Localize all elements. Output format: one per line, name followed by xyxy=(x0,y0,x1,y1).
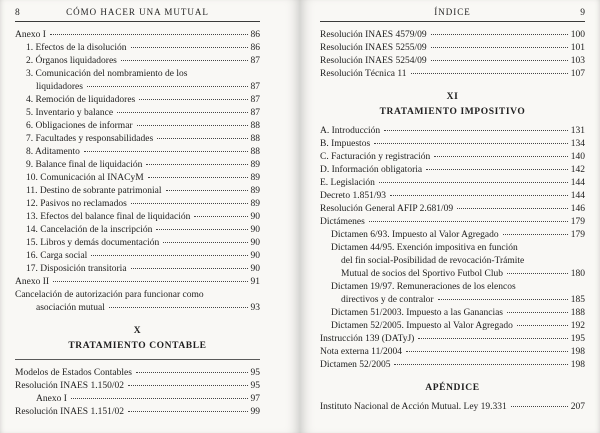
toc-entry-page: 87 xyxy=(250,95,260,105)
toc-entry xyxy=(15,263,260,276)
dot-leader xyxy=(431,60,568,61)
toc-entry-page: 86 xyxy=(250,30,260,40)
toc-entry-page: 87 xyxy=(250,108,260,118)
dot-leader xyxy=(87,86,248,87)
toc-entry-title: Dictamen 52/2005 xyxy=(320,360,391,370)
dot-leader xyxy=(131,268,248,269)
toc-entry xyxy=(15,224,260,237)
toc-entry xyxy=(320,203,585,216)
toc-entry xyxy=(15,133,260,146)
toc-entry xyxy=(320,55,585,68)
toc-entry-title: Resolución INAES 5255/09 xyxy=(320,43,427,53)
right-toc-list xyxy=(320,29,585,414)
toc-entry-page: 88 xyxy=(250,147,260,157)
toc-entry xyxy=(320,229,585,242)
toc-entry-page: 140 xyxy=(570,152,585,162)
toc-entry xyxy=(15,68,260,81)
toc-entry xyxy=(15,55,260,68)
toc-entry-title: Resolución INAES 1.150/02 xyxy=(15,381,124,391)
toc-entry-page: 207 xyxy=(570,402,585,412)
right-page-header xyxy=(320,7,585,22)
dot-leader xyxy=(148,177,248,178)
toc-entry-page: 142 xyxy=(570,165,585,175)
toc-entry xyxy=(15,120,260,133)
toc-entry-title: Decreto 1.851/93 xyxy=(320,191,386,201)
left-page-number: 8 xyxy=(15,8,20,18)
toc-entry-page: 179 xyxy=(570,217,585,227)
toc-entry xyxy=(320,164,585,177)
toc-entry-page: 99 xyxy=(250,407,260,417)
dot-leader xyxy=(53,281,247,282)
toc-entry-title: 16. Carga social xyxy=(26,251,88,261)
toc-entry xyxy=(15,29,260,42)
dot-leader xyxy=(406,351,568,352)
toc-entry-title: B. Impuestos xyxy=(320,139,371,149)
toc-entry xyxy=(15,81,260,94)
toc-entry xyxy=(320,42,585,55)
right-page-number: 9 xyxy=(580,8,585,18)
toc-entry xyxy=(320,151,585,164)
toc-entry xyxy=(15,302,260,315)
toc-entry-title: Resolución INAES 4579/09 xyxy=(320,30,427,40)
toc-entry xyxy=(320,216,585,229)
dot-leader xyxy=(131,203,248,204)
section-number: XI xyxy=(446,92,459,102)
toc-entry-title: liquidadores xyxy=(36,82,83,92)
toc-entry-page: 88 xyxy=(250,121,260,131)
toc-entry xyxy=(320,307,585,320)
toc-entry-title: 12. Pasivos no reclamados xyxy=(26,199,127,209)
toc-entry-title: Resolución INAES 1.151/02 xyxy=(15,407,124,417)
toc-entry-page: 198 xyxy=(570,360,585,370)
toc-entry-title: Resolución Técnica 11 xyxy=(320,69,407,79)
toc-entry xyxy=(320,177,585,190)
dot-leader xyxy=(390,195,568,196)
toc-entry-title: Dictámenes xyxy=(320,217,365,227)
toc-entry-page: 107 xyxy=(570,69,585,79)
toc-entry-page: 90 xyxy=(250,251,260,261)
dot-leader xyxy=(121,60,248,61)
section-heading xyxy=(320,383,585,393)
toc-entry-title: 9. Balance final de liquidación xyxy=(26,160,143,170)
toc-entry xyxy=(15,289,260,302)
toc-entry xyxy=(15,198,260,211)
toc-entry-title: Dictamen 19/97. Remuneraciones de los elencos xyxy=(331,282,516,292)
toc-entry xyxy=(320,68,585,81)
toc-entry-title: 13. Efectos del balance final de liquidación xyxy=(26,212,191,222)
toc-entry-page: 90 xyxy=(250,225,260,235)
toc-entry-title: Modelos de Estados Contables xyxy=(15,368,132,378)
toc-entry-title: A. Introducción xyxy=(320,126,381,136)
dot-leader xyxy=(431,47,568,48)
toc-entry xyxy=(320,268,585,281)
toc-entry-page: 89 xyxy=(250,160,260,170)
toc-entry-page: 97 xyxy=(250,394,260,404)
toc-entry-title: Mutual de socios del Sportivo Futbol Club xyxy=(341,269,504,279)
toc-entry-title: 10. Comunicación al INACyM xyxy=(26,173,144,183)
toc-entry-title: directivos y de contralor xyxy=(341,295,434,305)
toc-entry-title: E. Legislación xyxy=(320,178,375,188)
toc-entry xyxy=(15,159,260,172)
right-running-title: ÍNDICE xyxy=(434,7,471,17)
toc-entry xyxy=(15,172,260,185)
toc-entry-page: 185 xyxy=(570,295,585,305)
toc-entry-page: 131 xyxy=(570,126,585,136)
section-heading xyxy=(320,92,585,117)
dot-leader xyxy=(517,325,568,326)
toc-entry-page: 88 xyxy=(250,134,260,144)
dot-leader xyxy=(434,156,567,157)
toc-entry-page: 188 xyxy=(570,308,585,318)
toc-entry xyxy=(15,367,260,380)
toc-entry xyxy=(320,255,585,268)
toc-entry xyxy=(320,333,585,346)
toc-entry-page: 90 xyxy=(250,212,260,222)
dot-leader xyxy=(109,307,248,308)
toc-entry xyxy=(15,276,260,289)
section-number: X xyxy=(133,326,142,336)
toc-entry-page: 89 xyxy=(250,173,260,183)
toc-entry xyxy=(320,190,585,203)
dot-leader xyxy=(438,299,568,300)
dot-leader xyxy=(146,164,247,165)
toc-entry xyxy=(320,359,585,372)
toc-entry-title: 2. Órganos liquidadores xyxy=(26,56,117,66)
toc-entry xyxy=(320,281,585,294)
toc-entry-page: 146 xyxy=(570,204,585,214)
toc-entry-page: 90 xyxy=(250,264,260,274)
dot-leader xyxy=(507,273,568,274)
section-divider-rule xyxy=(15,359,260,360)
dot-leader xyxy=(136,372,248,373)
left-page-header xyxy=(15,7,260,22)
toc-entry-title: Anexo I xyxy=(15,30,46,40)
toc-entry-page: 90 xyxy=(250,238,260,248)
toc-entry xyxy=(320,401,585,414)
toc-entry-page: 180 xyxy=(570,269,585,279)
toc-entry-page: 144 xyxy=(570,178,585,188)
toc-entry xyxy=(15,393,260,406)
toc-entry-title: 7. Facultades y responsabilidades xyxy=(26,134,154,144)
dot-leader xyxy=(394,364,567,365)
toc-entry-title: Dictamen 6/93. Impuesto al Valor Agregado xyxy=(331,230,499,240)
dot-leader xyxy=(379,182,568,183)
toc-entry-title: 17. Disposición transitoria xyxy=(26,264,127,274)
toc-entry-page: 179 xyxy=(570,230,585,240)
dot-leader xyxy=(411,73,568,74)
toc-entry xyxy=(320,138,585,151)
toc-entry-title: Cancelación de autorización para funcionar como xyxy=(15,290,204,300)
dot-leader xyxy=(503,234,568,235)
toc-entry xyxy=(320,294,585,307)
dot-leader xyxy=(71,398,248,399)
toc-entry-title: 15. Libros y demás documentación xyxy=(26,238,160,248)
toc-entry-title: Instrucción 139 (DATyJ) xyxy=(320,334,415,344)
dot-leader xyxy=(128,411,248,412)
dot-leader xyxy=(131,47,248,48)
section-title: TRATAMIENTO IMPOSITIVO xyxy=(379,107,526,117)
toc-entry-title: 14. Cancelación de la inscripción xyxy=(26,225,153,235)
dot-leader xyxy=(137,125,248,126)
toc-entry xyxy=(15,380,260,393)
toc-entry-title: Dictamen 52/2005. Impuesto al Valor Agregado xyxy=(331,321,513,331)
dot-leader xyxy=(511,406,568,407)
dot-leader xyxy=(384,130,568,131)
dot-leader xyxy=(166,190,248,191)
toc-entry xyxy=(15,107,260,120)
toc-entry-page: 95 xyxy=(250,381,260,391)
toc-entry xyxy=(15,42,260,55)
toc-entry-title: Dictamen 51/2003. Impuesto a las Ganancias xyxy=(331,308,504,318)
dot-leader xyxy=(431,34,568,35)
toc-entry-page: 144 xyxy=(570,191,585,201)
toc-entry-page: 195 xyxy=(570,334,585,344)
dot-leader xyxy=(117,112,247,113)
toc-entry-title: 5. Inventario y balance xyxy=(26,108,114,118)
toc-entry xyxy=(15,94,260,107)
toc-entry-page: 87 xyxy=(250,56,260,66)
dot-leader xyxy=(426,169,568,170)
toc-entry-title: 11. Destino de sobrante patrimonial xyxy=(26,186,162,196)
dot-leader xyxy=(507,312,568,313)
right-page xyxy=(300,0,600,433)
toc-entry-page: 86 xyxy=(250,43,260,53)
toc-entry-title: asociación mutual xyxy=(36,303,105,313)
dot-leader xyxy=(418,338,567,339)
toc-entry-page: 93 xyxy=(250,303,260,313)
toc-entry-title: Instituto Nacional de Acción Mutual. Ley 19.331 xyxy=(320,402,507,412)
toc-entry-page: 89 xyxy=(250,186,260,196)
toc-entry-title: 6. Obligaciones de informar xyxy=(26,121,133,131)
dot-leader xyxy=(157,138,247,139)
toc-entry-page: 91 xyxy=(250,277,260,287)
toc-entry xyxy=(320,29,585,42)
dot-leader xyxy=(369,221,568,222)
toc-entry xyxy=(320,125,585,138)
toc-entry-title: 1. Efectos de la disolución xyxy=(26,43,127,53)
toc-entry-page: 101 xyxy=(570,43,585,53)
toc-entry-title: Anexo II xyxy=(15,277,50,287)
toc-entry xyxy=(15,237,260,250)
toc-entry-title: del fin social-Posibilidad de revocación-Trámite xyxy=(341,256,525,266)
toc-entry xyxy=(320,320,585,333)
dot-leader xyxy=(91,255,247,256)
dot-leader xyxy=(50,34,248,35)
toc-entry-title: 3. Comunicación del nombramiento de los xyxy=(26,69,188,79)
toc-entry xyxy=(15,146,260,159)
toc-entry-page: 198 xyxy=(570,347,585,357)
toc-entry-title: Resolución INAES 5254/09 xyxy=(320,56,427,66)
dot-leader xyxy=(128,385,248,386)
toc-entry xyxy=(15,211,260,224)
toc-entry-title: Resolución General AFIP 2.681/09 xyxy=(320,204,454,214)
dot-leader xyxy=(457,208,568,209)
toc-entry-page: 87 xyxy=(250,82,260,92)
toc-entry-title: 8. Aditamento xyxy=(26,147,80,157)
toc-entry-title: C. Facturación y registración xyxy=(320,152,431,162)
dot-leader xyxy=(139,99,247,100)
dot-leader xyxy=(156,229,247,230)
left-running-title: CÓMO HACER UNA MUTUAL xyxy=(66,7,209,17)
toc-entry-page: 89 xyxy=(250,199,260,209)
toc-entry-page: 103 xyxy=(570,56,585,66)
dot-leader xyxy=(84,151,248,152)
toc-entry xyxy=(320,346,585,359)
toc-entry-page: 95 xyxy=(250,368,260,378)
dot-leader xyxy=(374,143,568,144)
dot-leader xyxy=(194,216,247,217)
toc-entry-title: Anexo I xyxy=(36,394,67,404)
toc-entry-title: Dictamen 44/95. Exención impositiva en función xyxy=(331,243,518,253)
toc-entry xyxy=(320,242,585,255)
toc-entry-title: D. Información obligatoria xyxy=(320,165,423,175)
section-title: APÉNDICE xyxy=(425,383,480,393)
toc-entry xyxy=(15,406,260,419)
left-toc-list xyxy=(15,29,260,419)
toc-entry-page: 100 xyxy=(570,30,585,40)
toc-entry xyxy=(15,185,260,198)
toc-entry-title: Nota externa 11/2004 xyxy=(320,347,402,357)
section-heading xyxy=(15,326,260,351)
toc-entry xyxy=(15,250,260,263)
toc-entry-page: 134 xyxy=(570,139,585,149)
toc-entry-title: 4. Remoción de liquidadores xyxy=(26,95,136,105)
section-title: TRATAMIENTO CONTABLE xyxy=(68,341,207,351)
dot-leader xyxy=(163,242,247,243)
toc-entry-page: 192 xyxy=(570,321,585,331)
